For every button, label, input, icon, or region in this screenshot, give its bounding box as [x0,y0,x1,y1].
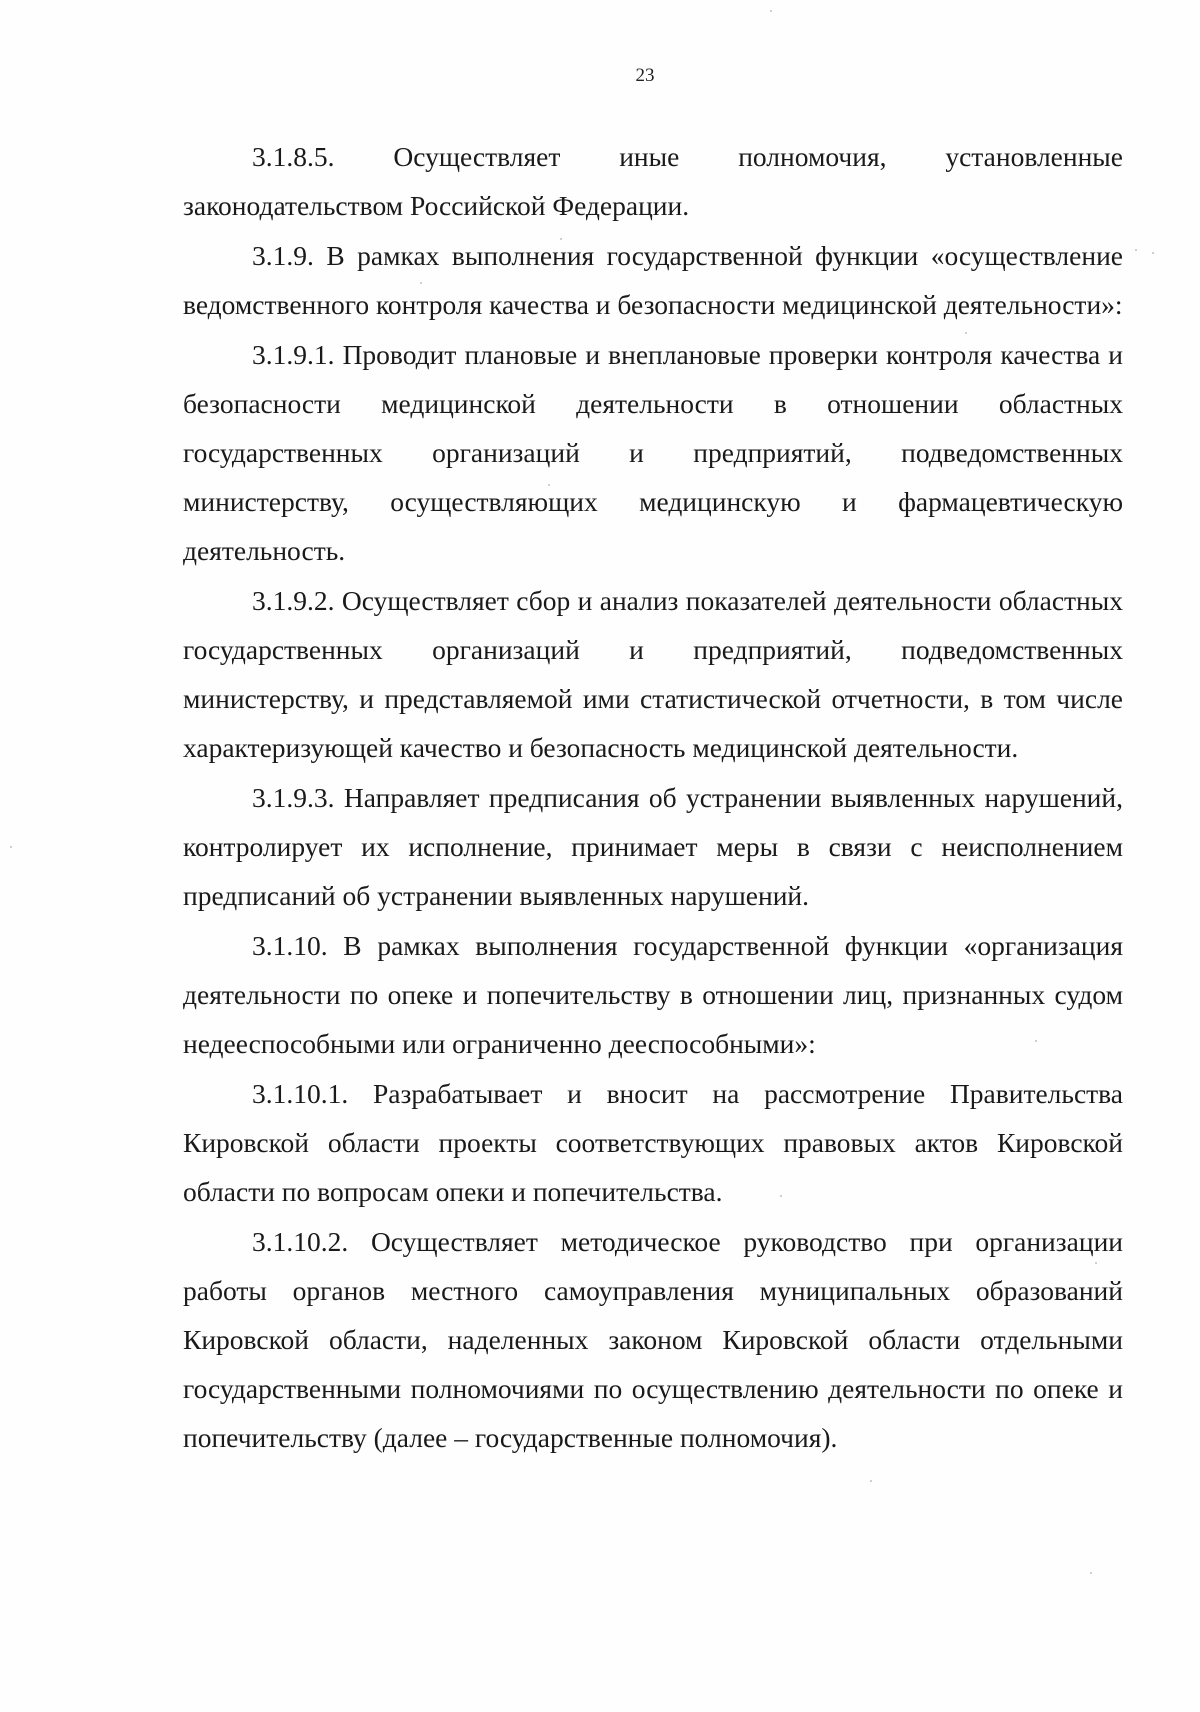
paragraph-3-1-9: 3.1.9. В рамках выполнения государственной функции «осуществление ведомственного контроля качества и безопасности медицинской деятельности»: [183,240,1123,320]
scan-speck [1035,1040,1037,1042]
page-number: 23 [635,65,655,86]
paragraph-3-1-10-1: 3.1.10.1. Разрабатывает и вносит на рассмотрение Правительства Кировской области проекты соответствующих правовых актов Кировской области по вопросам опеки и попечительства. [183,1078,1123,1207]
paragraph-3-1-10-2: 3.1.10.2. Осуществляет методическое руководство при организации работы органов местного самоуправления муниципальных образований Кировской области, наделенных законом Кировской области отдельными государственными полномочиями по осуществлению деятельности по опеке и попечительству (далее – государственные полномочия). [183,1226,1123,1453]
scan-speck [1135,249,1137,251]
scan-speck [420,282,422,284]
scan-speck [1090,1572,1092,1574]
scan-speck [870,1480,872,1482]
scan-speck [1152,252,1154,254]
document-body [183,132,1123,1463]
scan-speck [770,10,772,12]
scan-speck [1095,1262,1097,1264]
scan-speck [780,1195,782,1197]
scan-speck [548,484,550,486]
paragraph-3-1-9-3: 3.1.9.3. Направляет предписания об устранении выявленных нарушений, контролирует их исполнение, принимает меры в связи с неисполнением предписаний об устранении выявленных нарушений. [183,782,1123,911]
scan-speck [10,846,12,848]
scan-speck [965,332,967,334]
paragraph-3-1-9-1: 3.1.9.1. Проводит плановые и внеплановые проверки контроля качества и безопасности медицинской деятельности в отношении областных государственных организаций и предприятий, подведомственных министерству, осуществляющих медицинскую и фармацевтическую деятельность. [183,339,1123,566]
paragraph-3-1-9-2: 3.1.9.2. Осуществляет сбор и анализ показателей деятельности областных государственных организаций и предприятий, подведомственных министерству, и представляемой ими статистической отчетности, в том числе характеризующей качество и безопасность медицинской деятельности. [183,585,1123,763]
paragraph-3-1-8-5: 3.1.8.5. Осуществляет иные полномочия, установленные законодательством Российской Федерации. [183,141,1123,221]
paragraph-3-1-10: 3.1.10. В рамках выполнения государственной функции «организация деятельности по опеке и попечительству в отношении лиц, признанных судом недееспособными или ограниченно дееспособными»: [183,930,1123,1059]
scan-speck [560,238,562,240]
